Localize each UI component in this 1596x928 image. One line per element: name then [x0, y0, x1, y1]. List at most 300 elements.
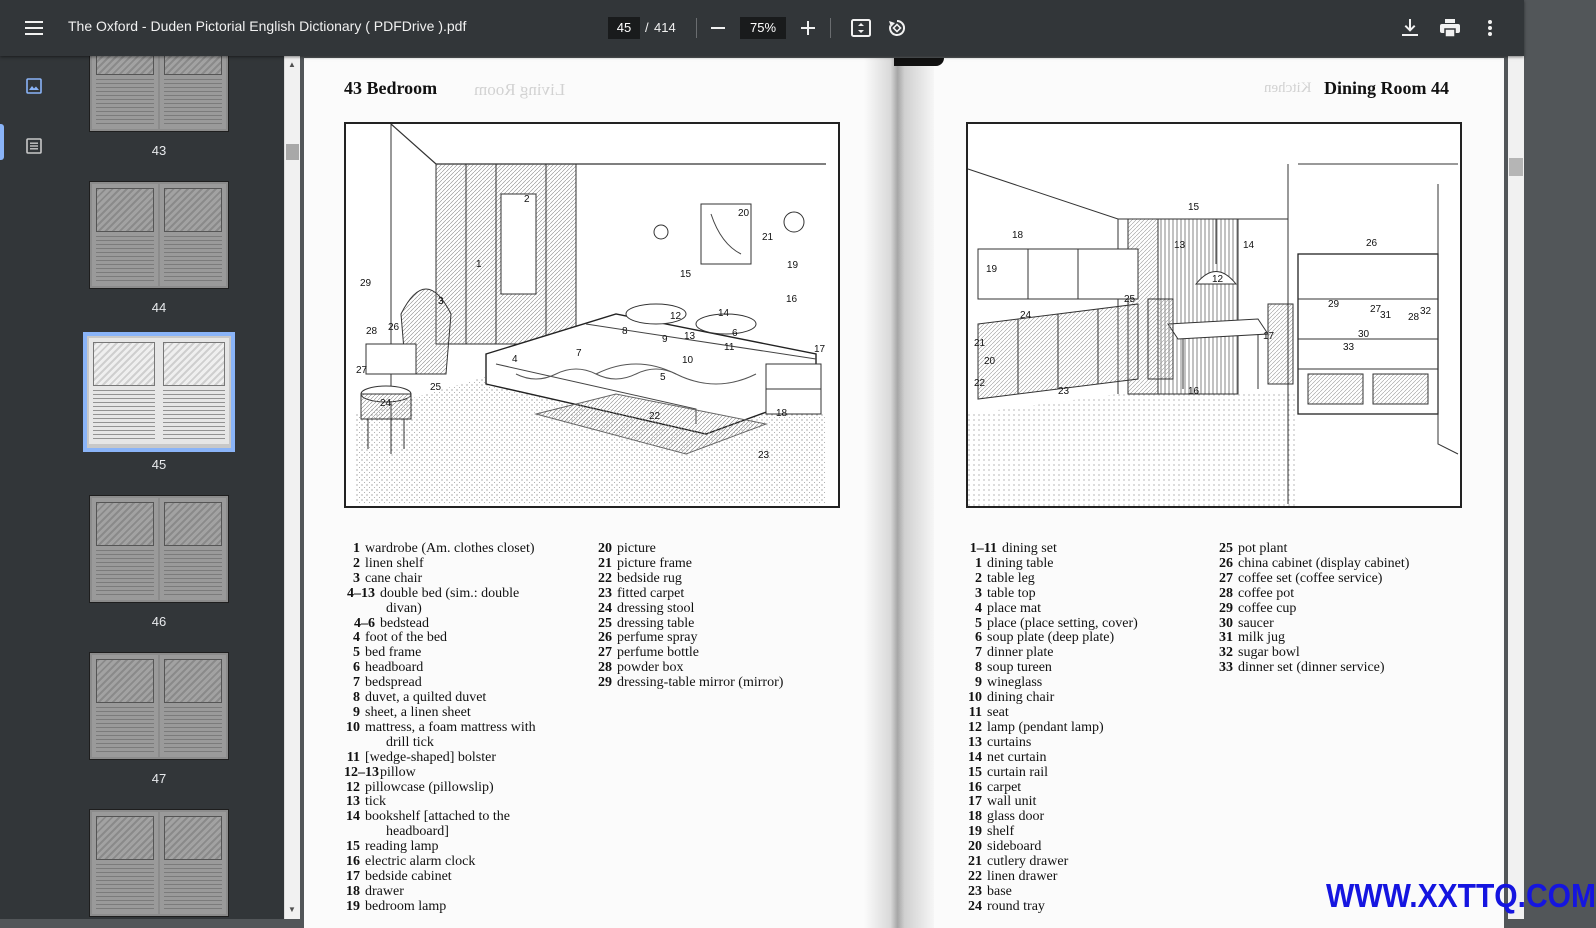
- term-entry: [596, 557, 783, 572]
- term-entry: [966, 795, 1138, 810]
- term-text: headboard: [365, 660, 424, 676]
- term-entry: [966, 766, 1138, 781]
- callout: 11: [724, 342, 735, 353]
- term-number: 30: [1219, 615, 1233, 631]
- term-entry: [966, 751, 1138, 766]
- term-number: 8: [975, 660, 982, 676]
- term-text: wineglass: [987, 675, 1043, 691]
- callout: 5: [660, 372, 666, 383]
- term-text: divan): [386, 600, 422, 616]
- term-text: powder box: [617, 660, 684, 676]
- callout: 25: [1124, 294, 1136, 305]
- bedroom-illustration: [344, 122, 840, 508]
- minus-icon: [711, 21, 725, 35]
- download-button[interactable]: [1390, 8, 1430, 48]
- term-entry: [966, 825, 1138, 840]
- term-number: 18: [346, 883, 360, 899]
- term-number: 19: [346, 898, 360, 914]
- watermark-text: WWW.XXTTQ.COM: [1326, 878, 1596, 915]
- fit-to-page-button[interactable]: [841, 8, 881, 48]
- callout: 6: [732, 328, 738, 339]
- term-text: bedside cabinet: [365, 868, 452, 884]
- document-scrollbar[interactable]: [1508, 56, 1524, 919]
- term-entry: [344, 840, 536, 855]
- term-text: dining table: [987, 555, 1054, 571]
- term-entry: [966, 646, 1138, 661]
- callout: 2: [524, 194, 530, 205]
- page-separator: /: [645, 20, 649, 35]
- term-number: 12–13: [344, 764, 379, 780]
- book-gutter: [864, 58, 934, 928]
- print-icon: [1440, 19, 1460, 37]
- term-entry: [344, 825, 536, 840]
- thumbnail-label: 47: [151, 771, 167, 786]
- callout: 25: [430, 382, 442, 393]
- callout: 15: [680, 269, 692, 280]
- term-number: [344, 825, 365, 840]
- term-text: [wedge-shaped] bolster: [365, 749, 497, 765]
- term-number: 24: [968, 898, 982, 914]
- term-text: bedroom lamp: [365, 898, 447, 914]
- term-text: wardrobe (Am. clothes closet): [365, 541, 535, 556]
- term-text: perfume bottle: [617, 645, 700, 661]
- term-text: table leg: [987, 570, 1035, 586]
- callout: 12: [670, 311, 682, 322]
- term-text: curtain rail: [987, 764, 1049, 780]
- image-icon: [26, 78, 42, 94]
- term-text: lamp (pendant lamp): [987, 719, 1104, 735]
- term-entry: [344, 676, 536, 691]
- term-entry: [344, 855, 536, 870]
- term-text: seat: [987, 704, 1009, 720]
- term-text: perfume spray: [617, 630, 698, 646]
- term-number: 26: [1219, 555, 1233, 571]
- term-text: drill tick: [386, 734, 434, 750]
- term-entry: [344, 781, 536, 796]
- page-thumbnail-48[interactable]: [89, 809, 229, 917]
- term-number: 29: [598, 675, 612, 691]
- term-entry: [1217, 557, 1409, 572]
- term-entry: [966, 706, 1138, 721]
- term-number: [344, 602, 365, 617]
- callout: 22: [649, 411, 661, 422]
- term-number: 16: [968, 779, 982, 795]
- callout: 3: [438, 296, 444, 307]
- page-edge-shadow: [894, 58, 944, 66]
- callout: 10: [682, 355, 694, 366]
- term-entry: [344, 572, 536, 587]
- callout: 23: [1058, 386, 1070, 397]
- page-thumbnail-45[interactable]: [83, 332, 235, 452]
- term-entry: [596, 587, 783, 602]
- term-number: 18: [968, 809, 982, 825]
- term-text: bedside rug: [617, 570, 682, 586]
- thumbnail-view-button[interactable]: [14, 66, 54, 106]
- term-entry: [344, 617, 536, 632]
- page-thumbnail-47[interactable]: [89, 652, 229, 760]
- document-scrollbar-thumb[interactable]: [1509, 158, 1523, 176]
- term-text: linen shelf: [365, 555, 424, 571]
- zoom-out-button[interactable]: [698, 8, 738, 48]
- dining-term-list-1: [966, 542, 1138, 915]
- term-number: 8: [353, 690, 360, 706]
- page-number-input[interactable]: [608, 17, 640, 39]
- callout: 20: [984, 356, 996, 367]
- term-entry: [1217, 572, 1409, 587]
- callout: 22: [974, 378, 986, 389]
- term-text: soup tureen: [987, 660, 1052, 676]
- callout: 15: [1188, 202, 1200, 213]
- toolbar-divider: [830, 18, 831, 38]
- dining-term-list-2: [1217, 542, 1409, 676]
- callout: 28: [1408, 312, 1420, 323]
- term-number: 10: [346, 719, 360, 735]
- term-text: coffee set (coffee service): [1238, 570, 1383, 586]
- callout: 19: [986, 264, 998, 275]
- term-entry: [344, 810, 536, 825]
- term-text: bedspread: [365, 675, 422, 691]
- dining-room-illustration: [966, 122, 1462, 508]
- callout: 1: [476, 259, 482, 270]
- download-icon: [1402, 19, 1418, 37]
- term-text: picture: [617, 541, 656, 556]
- term-entry: [344, 795, 536, 810]
- left-page-heading: 43 Bedroom: [344, 78, 438, 98]
- term-number: 1: [353, 541, 360, 556]
- term-number: 7: [975, 645, 982, 661]
- callout: 26: [388, 322, 400, 333]
- term-text: curtains: [987, 734, 1032, 750]
- term-text: sheet, a linen sheet: [365, 704, 471, 720]
- term-number: 2: [353, 555, 360, 571]
- callout: 23: [758, 450, 770, 461]
- term-entry: [596, 661, 783, 676]
- term-number: 2: [975, 570, 982, 586]
- zoom-in-button[interactable]: [788, 8, 828, 48]
- term-entry: [596, 676, 783, 691]
- fit-page-icon: [851, 19, 871, 37]
- thumbnail-scrollbar-thumb[interactable]: [286, 144, 299, 160]
- rotate-button[interactable]: [877, 8, 917, 48]
- toolbar-divider: [696, 18, 697, 38]
- term-text: headboard]: [386, 824, 449, 840]
- callout: 29: [360, 278, 372, 289]
- term-text: pot plant: [1238, 541, 1288, 556]
- term-text: sideboard: [987, 839, 1042, 855]
- term-entry: [344, 870, 536, 885]
- term-number: 5: [353, 645, 360, 661]
- outline-view-button[interactable]: [14, 126, 54, 166]
- term-text: soup plate (deep plate): [987, 630, 1115, 646]
- callout: 26: [1366, 238, 1378, 249]
- term-text: saucer: [1238, 615, 1274, 631]
- term-entry: [966, 721, 1138, 736]
- term-text: coffee cup: [1238, 600, 1297, 616]
- callout: 8: [622, 326, 628, 337]
- list-icon: [26, 138, 42, 154]
- term-number: 19: [968, 824, 982, 840]
- term-number: 3: [975, 585, 982, 601]
- callout: 7: [576, 348, 582, 359]
- page-spread: [304, 58, 1504, 928]
- term-text: fitted carpet: [617, 585, 685, 601]
- thumbnail-label: 44: [151, 300, 167, 315]
- term-entry: [966, 810, 1138, 825]
- thumbnail-scrollbar[interactable]: [284, 56, 300, 919]
- term-text: bedstead: [380, 615, 429, 631]
- callout: 17: [1263, 331, 1275, 342]
- term-entry: [966, 676, 1138, 691]
- term-entry: [344, 736, 536, 751]
- active-indicator: [0, 124, 4, 160]
- term-text: place mat: [987, 600, 1042, 616]
- term-text: bookshelf [attached to the: [365, 809, 511, 825]
- thumbnail-pane: [68, 56, 284, 919]
- term-text: double bed (sim.: double: [380, 585, 520, 601]
- pdf-toolbar: [0, 0, 1524, 56]
- term-number: 6: [353, 660, 360, 676]
- print-button[interactable]: [1430, 8, 1470, 48]
- term-entry: [1217, 646, 1409, 661]
- term-entry: [344, 751, 536, 766]
- term-number: 5: [975, 615, 982, 631]
- term-number: 32: [1219, 645, 1233, 661]
- term-number: 12: [968, 719, 982, 735]
- more-actions-icon[interactable]: [1470, 8, 1510, 48]
- callout: 16: [786, 294, 798, 305]
- term-text: electric alarm clock: [365, 854, 476, 870]
- callout: 32: [1420, 306, 1432, 317]
- callout: 33: [1343, 342, 1355, 353]
- plus-icon: [801, 21, 815, 35]
- term-number: 14: [968, 749, 982, 765]
- term-number: 4: [353, 630, 360, 646]
- term-text: bed frame: [365, 645, 422, 661]
- term-text: table top: [987, 585, 1036, 601]
- term-number: 4–6: [354, 615, 375, 631]
- term-text: wall unit: [987, 794, 1037, 810]
- term-entry: [1217, 542, 1409, 557]
- term-number: 4–13: [347, 585, 375, 601]
- bleed-through-text: Kitchen: [1264, 80, 1312, 96]
- page-total: 414: [654, 20, 676, 35]
- term-text: base: [987, 883, 1012, 899]
- term-text: glass door: [987, 809, 1045, 825]
- thumbnail-label: 45: [151, 457, 167, 472]
- term-entry: [966, 587, 1138, 602]
- bedroom-term-list-2: [596, 542, 783, 691]
- menu-icon[interactable]: [14, 8, 54, 48]
- term-number: 21: [598, 555, 612, 571]
- callout: 21: [974, 338, 986, 349]
- term-number: 27: [598, 645, 612, 661]
- callout: 31: [1380, 310, 1392, 321]
- term-number: 10: [968, 690, 982, 706]
- term-text: carpet: [987, 779, 1022, 795]
- term-number: 11: [968, 704, 982, 720]
- term-text: foot of the bed: [365, 630, 448, 646]
- term-text: picture frame: [617, 555, 693, 571]
- term-entry: [344, 766, 536, 781]
- term-number: 17: [346, 868, 360, 884]
- term-entry: [596, 646, 783, 661]
- term-number: 28: [598, 660, 612, 676]
- term-entry: [344, 691, 536, 706]
- callout: 20: [738, 208, 750, 219]
- term-number: 9: [353, 704, 360, 720]
- term-text: dressing stool: [617, 600, 695, 616]
- callout: 24: [380, 398, 392, 409]
- scroll-down-arrow[interactable]: ▼: [288, 905, 296, 914]
- document-title: The Oxford - Duden Pictorial English Dictionary ( PDFDrive ).pdf: [68, 18, 467, 34]
- page-thumbnail-46[interactable]: [89, 495, 229, 603]
- term-number: 12: [346, 779, 360, 795]
- term-entry: [966, 631, 1138, 646]
- callout: 13: [1174, 240, 1186, 251]
- term-text: reading lamp: [365, 839, 439, 855]
- term-text: dressing-table mirror (mirror): [617, 675, 784, 691]
- term-entry: [966, 840, 1138, 855]
- term-number: 20: [968, 839, 982, 855]
- term-entry: [344, 587, 536, 602]
- term-text: duvet, a quilted duvet: [365, 690, 487, 706]
- term-entry: [966, 870, 1138, 885]
- term-text: tick: [365, 794, 386, 810]
- term-entry: [344, 646, 536, 661]
- term-number: [344, 736, 365, 751]
- callout: 30: [1358, 329, 1370, 340]
- term-number: 31: [1219, 630, 1233, 646]
- term-number: 25: [1219, 541, 1233, 556]
- term-number: 28: [1219, 585, 1233, 601]
- callout: 13: [684, 331, 696, 342]
- term-text: round tray: [987, 898, 1045, 914]
- term-entry: [344, 721, 536, 736]
- term-entry: [596, 631, 783, 646]
- term-entry: [966, 602, 1138, 617]
- term-number: 17: [968, 794, 982, 810]
- term-text: dressing table: [617, 615, 695, 631]
- term-number: 16: [346, 854, 360, 870]
- term-number: 6: [975, 630, 982, 646]
- term-entry: [1217, 631, 1409, 646]
- term-number: 7: [353, 675, 360, 691]
- term-number: 24: [598, 600, 612, 616]
- term-number: 3: [353, 570, 360, 586]
- dining-room-drawing: [968, 124, 1460, 506]
- callout: 29: [1328, 299, 1340, 310]
- bedroom-drawing: [346, 124, 838, 506]
- thumbnail-label: 46: [151, 614, 167, 629]
- term-entry: [1217, 661, 1409, 676]
- term-entry: [596, 572, 783, 587]
- term-text: shelf: [987, 824, 1015, 840]
- term-text: milk jug: [1238, 630, 1286, 646]
- term-text: pillow: [380, 764, 416, 780]
- term-number: 23: [598, 585, 612, 601]
- term-text: drawer: [365, 883, 404, 899]
- term-entry: [966, 617, 1138, 632]
- term-text: mattress, a foam mattress with: [365, 719, 536, 735]
- term-entry: [966, 736, 1138, 751]
- callout: 16: [1188, 386, 1200, 397]
- term-text: sugar bowl: [1238, 645, 1300, 661]
- callout: 4: [512, 354, 518, 365]
- term-text: dining chair: [987, 690, 1055, 706]
- term-entry: [344, 900, 536, 915]
- term-number: 11: [346, 749, 360, 765]
- term-entry: [596, 617, 783, 632]
- callout: 27: [356, 365, 368, 376]
- bedroom-term-list-1: [344, 542, 536, 915]
- bleed-through-text: Living Room: [474, 80, 566, 99]
- term-entry: [344, 661, 536, 676]
- term-entry: [966, 781, 1138, 796]
- term-entry: [344, 706, 536, 721]
- callout: 19: [787, 260, 799, 271]
- term-entry: [1217, 602, 1409, 617]
- term-number: 22: [968, 868, 982, 884]
- term-number: 33: [1219, 660, 1233, 676]
- callout: 21: [762, 232, 774, 243]
- callout: 24: [1020, 310, 1032, 321]
- term-text: cane chair: [365, 570, 423, 586]
- term-number: 9: [975, 675, 982, 691]
- term-number: 22: [598, 570, 612, 586]
- callout: 18: [776, 408, 788, 419]
- term-entry: [596, 542, 783, 557]
- term-text: coffee pot: [1238, 585, 1295, 601]
- term-entry: [344, 542, 536, 557]
- term-entry: [966, 885, 1138, 900]
- term-text: net curtain: [987, 749, 1047, 765]
- term-number: 23: [968, 883, 982, 899]
- term-number: 4: [975, 600, 982, 616]
- term-text: cutlery drawer: [987, 854, 1069, 870]
- term-entry: [1217, 617, 1409, 632]
- right-page-heading: Dining Room 44: [1324, 78, 1450, 98]
- callout: 12: [1212, 274, 1224, 285]
- term-text: dinner set (dinner service): [1238, 660, 1385, 676]
- rotate-icon: [887, 18, 907, 38]
- term-text: dining set: [1002, 541, 1057, 556]
- term-number: 15: [346, 839, 360, 855]
- term-number: 13: [346, 794, 360, 810]
- term-number: 1: [975, 555, 982, 571]
- page-thumbnail-44[interactable]: [89, 181, 229, 289]
- term-entry: [344, 631, 536, 646]
- term-entry: [966, 572, 1138, 587]
- scroll-up-arrow[interactable]: ▲: [288, 60, 296, 69]
- term-number: 25: [598, 615, 612, 631]
- term-text: china cabinet (display cabinet): [1238, 555, 1410, 571]
- thumbnail-label: 43: [151, 143, 167, 158]
- sidebar-rail: [0, 56, 68, 919]
- document-viewer[interactable]: [300, 56, 1508, 919]
- term-entry: [344, 557, 536, 572]
- term-number: 21: [968, 854, 982, 870]
- term-number: 26: [598, 630, 612, 646]
- callout: 27: [1370, 304, 1382, 315]
- callout: 28: [366, 326, 378, 337]
- term-text: dinner plate: [987, 645, 1054, 661]
- term-number: 14: [346, 809, 360, 825]
- term-entry: [966, 855, 1138, 870]
- term-number: 29: [1219, 600, 1233, 616]
- term-number: 15: [968, 764, 982, 780]
- term-text: linen drawer: [987, 868, 1058, 884]
- zoom-input[interactable]: [740, 17, 786, 39]
